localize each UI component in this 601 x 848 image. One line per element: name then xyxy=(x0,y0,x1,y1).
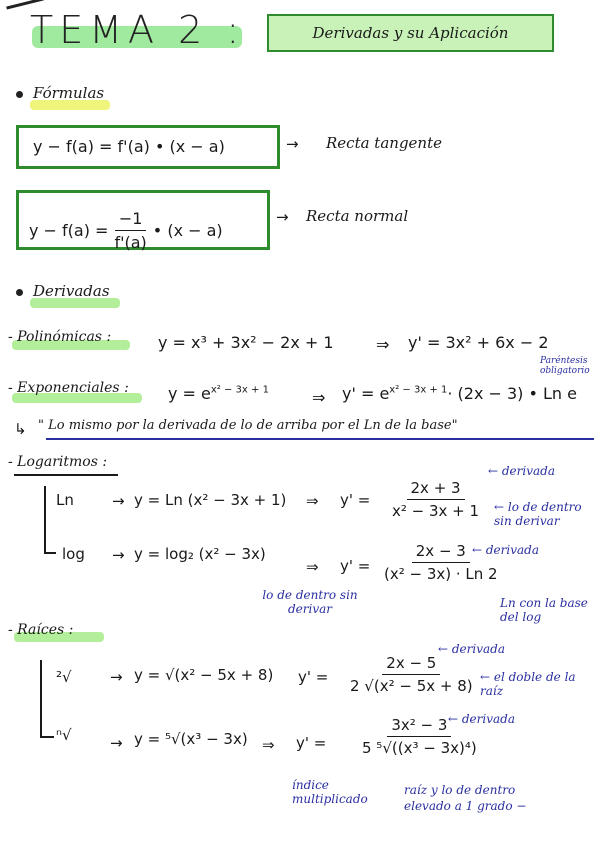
log-num: 2x − 3 xyxy=(412,542,470,563)
sqrtn-den: 5 ⁵√((x³ − 3x)⁴) xyxy=(362,739,477,757)
log-note-right: Ln con la base del log xyxy=(500,596,588,624)
ln-fraction xyxy=(392,479,479,520)
polinomicas-deriv: y' = 3x² + 6x − 2 xyxy=(408,333,549,352)
exponenciales-deriv xyxy=(342,384,577,403)
ln-num: 2x + 3 xyxy=(407,479,465,500)
tangent-formula-box xyxy=(16,125,280,169)
polinomicas-label: - Polinómicas : xyxy=(8,329,112,345)
exponenciales-label: - Exponenciales : xyxy=(8,380,129,396)
rule-underline xyxy=(46,438,594,440)
normal-den: f'(a) xyxy=(114,233,147,252)
polinomicas-func: y = x³ + 3x² − 2x + 1 xyxy=(158,333,334,352)
normal-num: −1 xyxy=(115,209,147,231)
log-arrow: → xyxy=(112,546,125,564)
log-den: (x² − 3x) · Ln 2 xyxy=(384,565,498,583)
ln-note-num: ← derivada xyxy=(488,464,555,478)
ln-arrow2: ⇒ xyxy=(306,492,319,510)
tangent-formula: y − f(a) = f'(a) • (x − a) xyxy=(33,137,225,156)
logaritmos-underline xyxy=(14,474,118,476)
raices-label: - Raíces : xyxy=(8,622,74,638)
logaritmos-label: - Logaritmos : xyxy=(8,454,108,470)
normal-lhs: y − f(a) = xyxy=(29,221,109,240)
rule-prefix: ↳ xyxy=(14,420,27,438)
bullet-icon xyxy=(16,91,23,98)
sqrt2-func: y = √(x² − 5x + 8) xyxy=(134,666,274,684)
sqrt2-fraction xyxy=(350,654,473,695)
exponenciales-arrow: ⇒ xyxy=(312,388,326,407)
exp-deriv-tail: · (2x − 3) • Ln e xyxy=(447,384,577,403)
bullet-icon xyxy=(16,289,23,296)
sqrtn-arrow: → xyxy=(110,734,123,752)
subtitle-text: Derivadas y su Aplicación xyxy=(312,24,509,42)
sqrtn-note-left: índice multiplicado xyxy=(292,778,368,806)
sqrtn-note-num: ← derivada xyxy=(448,712,515,726)
sqrtn-note-right: raíz y lo de dentro elevado a 1 grado − xyxy=(404,783,527,813)
formulas-heading xyxy=(16,84,104,102)
ln-name: Ln xyxy=(56,491,74,509)
parentesis-note: Paréntesis obligatorio xyxy=(540,356,590,376)
ln-note-den: ← lo de dentro sin derivar xyxy=(494,500,582,528)
ln-arrow: → xyxy=(112,492,125,510)
tangent-label: Recta tangente xyxy=(326,134,442,152)
log-lhs: y' = xyxy=(340,557,371,575)
sqrt2-den: 2 √(x² − 5x + 8) xyxy=(350,677,473,695)
sqrtn-arrow2: ⇒ xyxy=(262,736,275,754)
log-note-left: lo de dentro sin derivar xyxy=(262,588,358,616)
normal-label: Recta normal xyxy=(306,207,409,225)
normal-fraction xyxy=(114,209,146,252)
sqrt2-arrow: → xyxy=(110,668,123,686)
ln-den: x² − 3x + 1 xyxy=(392,502,480,520)
subtitle-box xyxy=(267,14,554,52)
exp-deriv-exp: x² − 3x + 1 xyxy=(389,384,448,396)
sqrt2-name: ²√ xyxy=(56,668,72,686)
normal-rhs: • (x − a) xyxy=(152,221,223,240)
normal-arrow: → xyxy=(276,208,289,226)
ln-lhs: y' = xyxy=(340,491,371,509)
ln-func: y = Ln (x² − 3x + 1) xyxy=(134,491,287,509)
sqrtn-lhs: y' = xyxy=(296,734,327,752)
sqrtn-name: ⁿ√ xyxy=(56,726,72,744)
exp-deriv-base: y' = e xyxy=(342,384,390,403)
logaritmos-bracket-foot xyxy=(44,552,56,554)
raices-bracket-foot xyxy=(40,736,54,738)
sqrtn-num: 3x² − 3 xyxy=(387,716,451,737)
exp-func-exp: x² − 3x + 1 xyxy=(210,384,269,396)
sqrt2-note-den: ← el doble de la raíz xyxy=(480,670,576,698)
log-func: y = log₂ (x² − 3x) xyxy=(134,545,266,563)
sqrt2-lhs: y' = xyxy=(298,668,329,686)
exponential-rule: " Lo mismo por la derivada de lo de arriba por el Ln de la base" xyxy=(38,418,458,433)
raices-bracket xyxy=(40,660,42,736)
logaritmos-bracket xyxy=(44,486,46,552)
log-name: log xyxy=(62,545,85,563)
exp-func-base: y = e xyxy=(168,384,211,403)
formulas-heading-text: Fórmulas xyxy=(33,84,105,102)
sqrt2-note-num: ← derivada xyxy=(438,642,505,656)
derivadas-heading xyxy=(16,282,110,300)
log-note-num: ← derivada xyxy=(472,543,539,557)
polinomicas-arrow: ⇒ xyxy=(376,335,390,354)
exponenciales-func xyxy=(168,384,269,403)
derivadas-heading-text: Derivadas xyxy=(33,282,110,300)
sqrt2-num: 2x − 5 xyxy=(382,654,440,675)
page-title: TEMA 2 : xyxy=(30,8,246,52)
tangent-arrow: → xyxy=(286,135,299,153)
sqrtn-func: y = ⁵√(x³ − 3x) xyxy=(134,730,248,748)
log-arrow2: ⇒ xyxy=(306,558,319,576)
normal-formula-box xyxy=(16,190,270,250)
